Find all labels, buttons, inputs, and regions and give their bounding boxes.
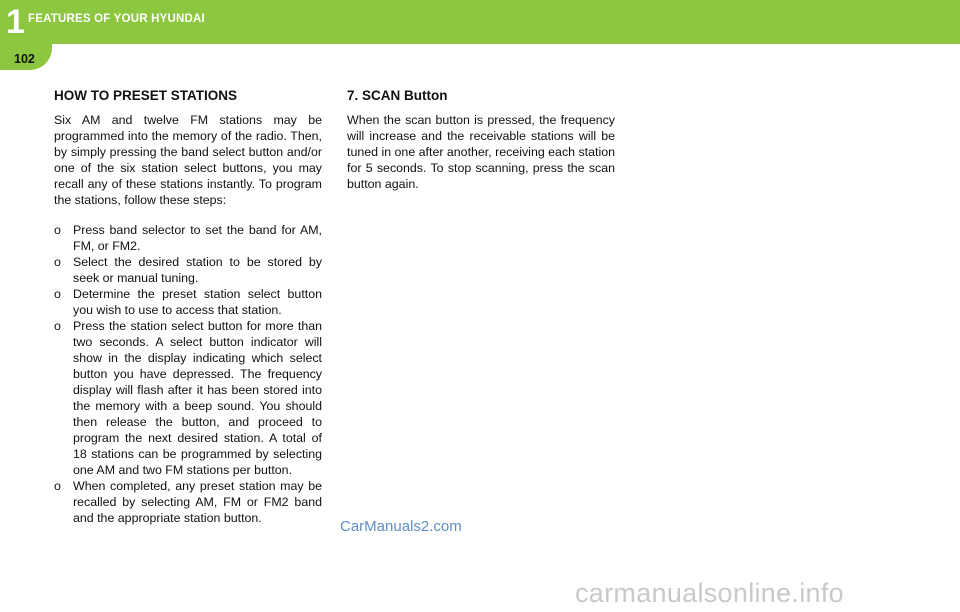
step-item bbox=[54, 286, 322, 318]
bullet-marker: o bbox=[54, 287, 61, 301]
step-text: Select the desired station to be stored by seek or manual tuning. bbox=[73, 255, 322, 285]
section-heading-scan: 7. SCAN Button bbox=[347, 88, 448, 103]
section-heading-preset: HOW TO PRESET STATIONS bbox=[54, 88, 238, 103]
chapter-number: 1 bbox=[6, 3, 25, 41]
bullet-marker: o bbox=[54, 255, 61, 269]
step-item bbox=[54, 478, 322, 526]
step-text: Press the station select button for more than two seconds. A select button indicator will show in the display indicating which select button you have depressed. The frequency display will flash after it has been stored into the memory with a beep sound. You should then release the button, and proceed to program the next desired station. A total of 18 stations can be programmed by selecting one AM and two FM stations per button. bbox=[73, 319, 322, 477]
header-tab bbox=[0, 44, 960, 70]
bullet-marker: o bbox=[54, 479, 61, 493]
step-text: When completed, any preset station may be recalled by selecting AM, FM or FM2 band and the appropriate station button. bbox=[73, 479, 322, 525]
step-text: Determine the preset station select button you wish to use to access that station. bbox=[73, 287, 322, 317]
step-item bbox=[54, 318, 322, 478]
step-item bbox=[54, 222, 322, 254]
right-column bbox=[347, 88, 615, 192]
watermark-carmanualsonline: carmanualsonline.info bbox=[575, 578, 844, 608]
header-band bbox=[0, 0, 960, 44]
left-column bbox=[54, 88, 322, 526]
intro-paragraph: Six AM and twelve FM stations may be programmed into the memory of the radio. Then, by simply pressing the band select button and/or one of the six station select buttons, you may recall any of these stations instantly. To program the stations, follow these steps: bbox=[54, 113, 322, 207]
page-number: 102 bbox=[14, 52, 35, 66]
watermark-link-carmanuals2[interactable]: CarManuals2.com bbox=[340, 518, 462, 535]
chapter-title: FEATURES OF YOUR HYUNDAI bbox=[28, 13, 205, 25]
step-text: Press band selector to set the band for AM, FM, or FM2. bbox=[73, 223, 322, 253]
step-item bbox=[54, 254, 322, 286]
steps-list bbox=[54, 222, 322, 526]
bullet-marker: o bbox=[54, 319, 61, 333]
scan-paragraph: When the scan button is pressed, the frequency will increase and the receivable stations will be tuned in one after another, receiving each station for 5 seconds. To stop scanning, press the scan button again. bbox=[347, 113, 615, 191]
bullet-marker: o bbox=[54, 223, 61, 237]
